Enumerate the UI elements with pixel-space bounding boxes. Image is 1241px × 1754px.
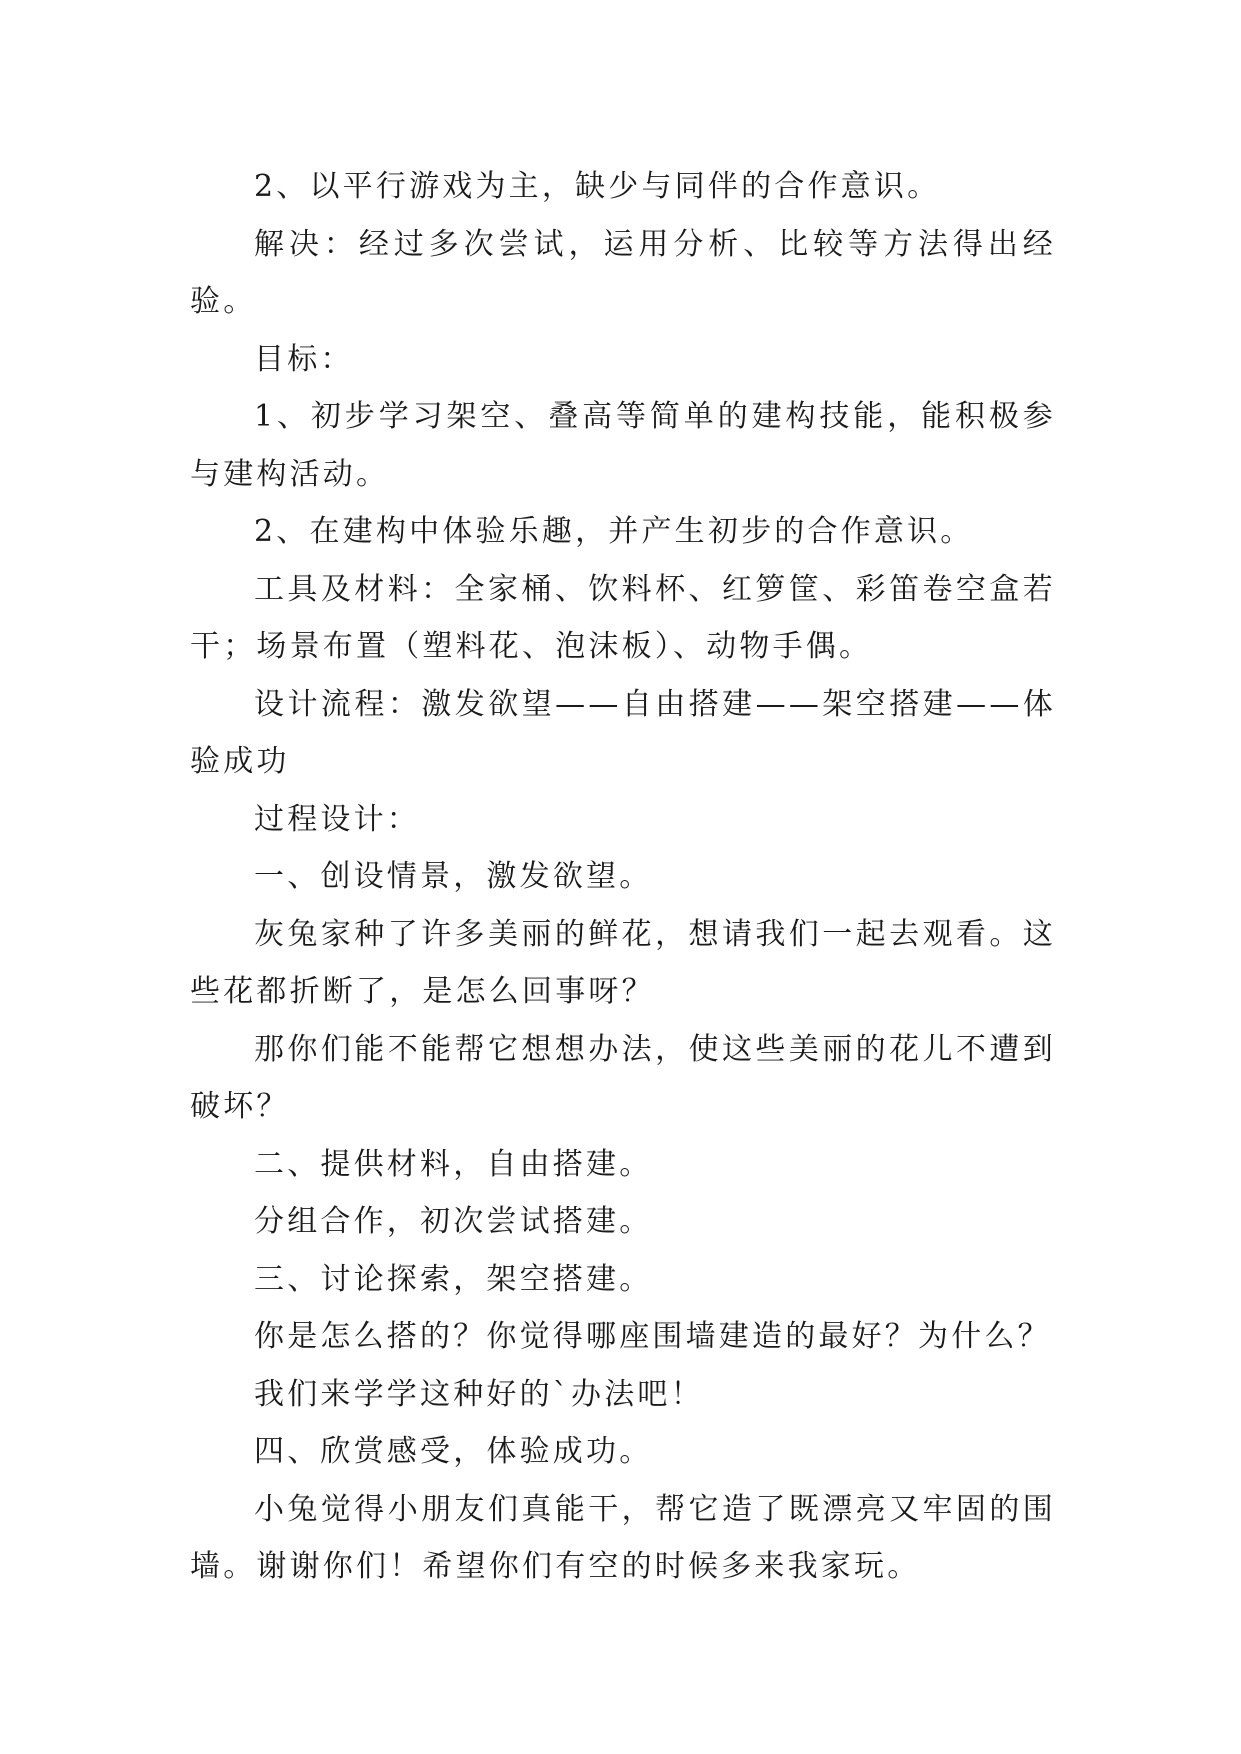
paragraph: 一、创设情景，激发欲望。 (254, 859, 653, 894)
paragraph: 二、提供材料，自由搭建。 (254, 1146, 653, 1182)
paragraph: 灰兔家种了许多美丽的鲜花，想请我们一起去观看。这些花都折断了，是怎么回事呀？ (190, 916, 1056, 1009)
paragraph: 设计流程：激发欲望——自由搭建——架空搭建——体验成功 (190, 686, 1056, 779)
paragraph: 解决：经过多次尝试，运用分析、比较等方法得出经验。 (190, 226, 1056, 319)
paragraph: 三、讨论探索，架空搭建。 (254, 1261, 653, 1297)
document-body (190, 158, 1056, 1596)
paragraph: 分组合作，初次尝试搭建。 (254, 1204, 653, 1239)
paragraph: 四、欣赏感受，体验成功。 (254, 1434, 653, 1469)
paragraph: 你是怎么搭的？你觉得哪座围墙建造的最好？为什么？ (254, 1319, 1051, 1354)
paragraph: 工具及材料：全家桶、饮料杯、红箩筐、彩笛卷空盒若干；场景布置（塑料花、泡沫板）、动物手偶。 (190, 571, 1056, 664)
paragraph: 那你们能不能帮它想想办法，使这些美丽的花儿不遭到破坏？ (190, 1031, 1056, 1124)
paragraph: 1、初步学习架空、叠高等简单的建构技能，能积极参与建构活动。 (190, 399, 1056, 492)
paragraph: 过程设计： (254, 801, 420, 837)
paragraph: 2、以平行游戏为主，缺少与同伴的合作意识。 (254, 169, 941, 204)
paragraph: 2、在建构中体验乐趣，并产生初步的合作意识。 (254, 514, 974, 549)
paragraph: 小兔觉得小朋友们真能干，帮它造了既漂亮又牢固的围墙。谢谢你们！希望你们有空的时候多来我家玩。 (190, 1491, 1056, 1584)
paragraph: 目标： (254, 341, 354, 377)
paragraph: 我们来学学这种好的`办法吧！ (254, 1376, 704, 1412)
